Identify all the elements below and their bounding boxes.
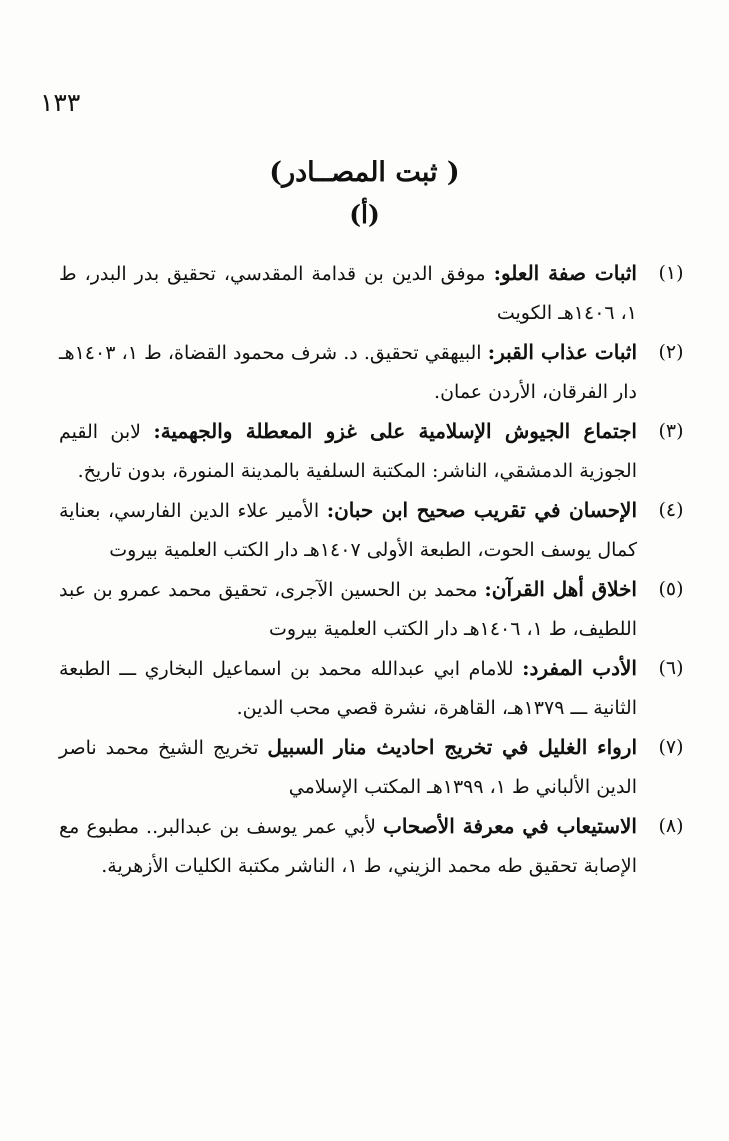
entry-title: اخلاق أهل القرآن: bbox=[484, 577, 637, 601]
page-number: ١٣٣ bbox=[40, 88, 81, 117]
entry-text: محمد بن الحسين الآجرى، تحقيق محمد عمرو بن عبد اللطيف، ط ١، ١٤٠٦هـ دار الكتب العلمية بيروت bbox=[59, 579, 637, 640]
bibliography-entry bbox=[59, 412, 684, 491]
entry-number: (٤) bbox=[658, 499, 684, 521]
entry-title: اثبات عذاب القبر: bbox=[487, 340, 638, 364]
entry-text: البيهقي تحقيق. د. شرف محمود القضاة، ط ١، ١٤٠٣هـ دار الفرقان، الأردن عمان. bbox=[59, 342, 637, 403]
entry-number: (٢) bbox=[658, 341, 684, 363]
entry-number: (٣) bbox=[658, 420, 684, 442]
bibliography-entry bbox=[59, 728, 684, 807]
section-letter: (أ) bbox=[349, 200, 380, 229]
entry-number: (٦) bbox=[658, 657, 684, 679]
entry-number: (١) bbox=[658, 262, 684, 284]
entry-number: (٧) bbox=[658, 736, 684, 758]
entry-text: موفق الدين بن قدامة المقدسي، تحقيق بدر البدر، ط ١، ١٤٠٦هـ الكويت bbox=[59, 263, 637, 324]
bibliography-entry bbox=[59, 254, 684, 333]
entry-title: الأدب المفرد: bbox=[522, 656, 637, 680]
entry-title: اجتماع الجيوش الإسلامية على غزو المعطلة والجهمية: bbox=[153, 419, 637, 443]
section-title: ( ثبت المصــادر) bbox=[269, 157, 460, 188]
bibliography-list bbox=[59, 254, 684, 886]
bibliography-entry bbox=[59, 807, 684, 886]
entry-number: (٨) bbox=[658, 815, 684, 837]
bibliography-entry bbox=[59, 570, 684, 649]
entry-title: الإحسان في تقريب صحيح ابن حبان: bbox=[326, 498, 638, 522]
entry-title: اثبات صفة العلو: bbox=[493, 261, 637, 285]
entry-text: لأبي عمر يوسف بن عبدالبر.. مطبوع مع الإصابة تحقيق طه محمد الزيني، ط ١، الناشر مكتبة الكليات الأزهرية. bbox=[59, 816, 637, 877]
entry-title: الاستيعاب في معرفة الأصحاب bbox=[382, 814, 637, 838]
entry-title: ارواء الغليل في تخريج احاديث منار السبيل bbox=[267, 735, 637, 759]
entry-text: للامام ابي عبدالله محمد بن اسماعيل البخاري ـــ الطبعة الثانية ـــ ١٣٧٩هـ، القاهرة، نشرة قصي محب الدين. bbox=[59, 658, 637, 719]
entry-text: الأمير علاء الدين الفارسي، بعناية كمال يوسف الحوت، الطبعة الأولى ١٤٠٧هـ دار الكتب العلمية بيروت bbox=[59, 500, 637, 561]
entry-text: تخريج الشيخ محمد ناصر الدين الألباني ط ١، ١٣٩٩هـ المكتب الإسلامي bbox=[59, 737, 637, 798]
entry-number: (٥) bbox=[658, 578, 684, 600]
bibliography-entry bbox=[59, 649, 684, 728]
bibliography-entry bbox=[59, 333, 684, 412]
entry-text: لابن القيم الجوزية الدمشقي، الناشر: المكتبة السلفية بالمدينة المنورة، بدون تاريخ. bbox=[59, 421, 637, 482]
bibliography-entry bbox=[59, 491, 684, 570]
